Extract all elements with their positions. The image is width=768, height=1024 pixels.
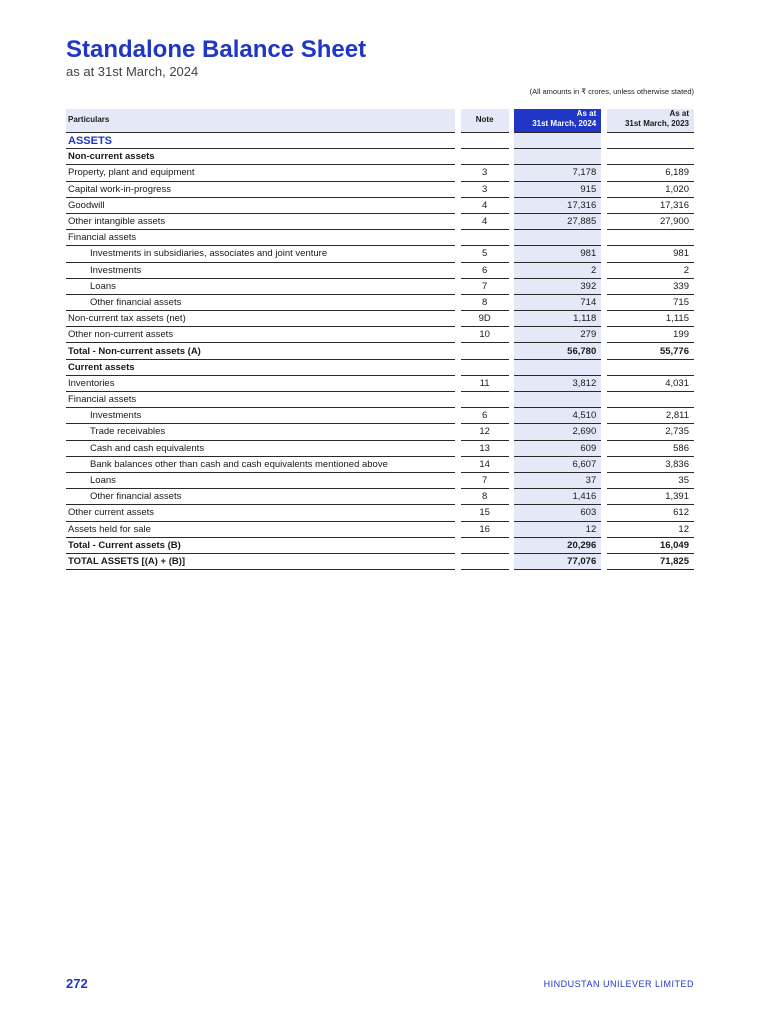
row-note: 12 xyxy=(461,424,509,440)
table-row xyxy=(66,230,694,246)
header-row xyxy=(66,109,694,133)
row-label: Investments in subsidiaries, associates and joint venture xyxy=(66,246,455,262)
row-label: Other intangible assets xyxy=(66,214,455,230)
table-row xyxy=(66,360,694,376)
row-value-2023: 12 xyxy=(607,522,694,538)
row-value-2024: 56,780 xyxy=(514,343,601,359)
row-label: TOTAL ASSETS [(A) + (B)] xyxy=(66,554,455,570)
page-number: 272 xyxy=(66,976,88,991)
table-row xyxy=(66,538,694,554)
row-value-2024: 603 xyxy=(514,505,601,521)
row-value-2023 xyxy=(607,360,694,376)
row-value-2023: 1,020 xyxy=(607,182,694,198)
section-row-assets xyxy=(66,133,694,149)
row-value-2024 xyxy=(514,360,601,376)
row-label: Loans xyxy=(66,473,455,489)
row-value-2023: 2 xyxy=(607,263,694,279)
row-value-2024: 27,885 xyxy=(514,214,601,230)
row-value-2024: 279 xyxy=(514,327,601,343)
row-value-2024: 915 xyxy=(514,182,601,198)
table-row xyxy=(66,295,694,311)
table-row xyxy=(66,424,694,440)
row-note xyxy=(461,343,509,359)
row-value-2024: 12 xyxy=(514,522,601,538)
row-label: Property, plant and equipment xyxy=(66,165,455,181)
row-note: 6 xyxy=(461,263,509,279)
row-value-2024: 1,416 xyxy=(514,489,601,505)
row-label: Assets held for sale xyxy=(66,522,455,538)
row-note: 7 xyxy=(461,279,509,295)
table-row xyxy=(66,165,694,181)
row-value-2024 xyxy=(514,149,601,165)
row-value-2023 xyxy=(607,230,694,246)
row-label: Cash and cash equivalents xyxy=(66,441,455,457)
row-value-2023: 3,836 xyxy=(607,457,694,473)
row-value-2024: 20,296 xyxy=(514,538,601,554)
row-value-2023: 1,391 xyxy=(607,489,694,505)
row-note xyxy=(461,230,509,246)
page-title: Standalone Balance Sheet xyxy=(66,36,367,63)
row-label: Non-current assets xyxy=(66,149,455,165)
row-value-2024: 6,607 xyxy=(514,457,601,473)
row-note: 4 xyxy=(461,198,509,214)
company-name: HINDUSTAN UNILEVER LIMITED xyxy=(543,979,694,989)
row-value-2024: 2 xyxy=(514,263,601,279)
row-note xyxy=(461,360,509,376)
table-row xyxy=(66,198,694,214)
table-row xyxy=(66,246,694,262)
row-note xyxy=(461,538,509,554)
row-value-2024: 17,316 xyxy=(514,198,601,214)
row-label: Current assets xyxy=(66,360,455,376)
section-title: ASSETS xyxy=(66,133,455,149)
row-note: 13 xyxy=(461,441,509,457)
row-label: Trade receivables xyxy=(66,424,455,440)
table-row xyxy=(66,554,694,570)
row-note: 8 xyxy=(461,295,509,311)
column-header-note: Note xyxy=(461,109,509,133)
amount-note: (All amounts in ₹ crores, unless otherwise stated) xyxy=(529,87,694,96)
row-note: 14 xyxy=(461,457,509,473)
row-value-2023 xyxy=(607,392,694,408)
row-value-2023: 339 xyxy=(607,279,694,295)
row-value-2023: 715 xyxy=(607,295,694,311)
table-row xyxy=(66,376,694,392)
row-value-2024: 37 xyxy=(514,473,601,489)
column-header-current-year xyxy=(514,109,601,133)
row-value-2023: 199 xyxy=(607,327,694,343)
row-note: 10 xyxy=(461,327,509,343)
row-note: 15 xyxy=(461,505,509,521)
row-value-2023: 586 xyxy=(607,441,694,457)
row-value-2023: 2,811 xyxy=(607,408,694,424)
table-row xyxy=(66,263,694,279)
row-value-2023: 16,049 xyxy=(607,538,694,554)
row-value-2023: 55,776 xyxy=(607,343,694,359)
row-label: Other financial assets xyxy=(66,489,455,505)
table-row xyxy=(66,343,694,359)
row-value-2024: 3,812 xyxy=(514,376,601,392)
table-row xyxy=(66,182,694,198)
row-note: 9D xyxy=(461,311,509,327)
row-value-2023: 612 xyxy=(607,505,694,521)
row-label: Total - Non-current assets (A) xyxy=(66,343,455,359)
table-row xyxy=(66,489,694,505)
row-note: 5 xyxy=(461,246,509,262)
row-value-2024: 1,118 xyxy=(514,311,601,327)
row-value-2024: 714 xyxy=(514,295,601,311)
row-note xyxy=(461,149,509,165)
row-note: 6 xyxy=(461,408,509,424)
table-row xyxy=(66,149,694,165)
row-label: Loans xyxy=(66,279,455,295)
row-note: 7 xyxy=(461,473,509,489)
row-value-2024: 609 xyxy=(514,441,601,457)
row-label: Other current assets xyxy=(66,505,455,521)
table-row xyxy=(66,214,694,230)
table-row xyxy=(66,392,694,408)
column-header-current-line1: As at xyxy=(576,109,597,118)
row-value-2024: 392 xyxy=(514,279,601,295)
row-note xyxy=(461,554,509,570)
row-note: 16 xyxy=(461,522,509,538)
row-value-2023: 35 xyxy=(607,473,694,489)
row-label: Investments xyxy=(66,263,455,279)
balance-sheet-table xyxy=(66,109,694,570)
page-subtitle: as at 31st March, 2024 xyxy=(66,64,199,79)
row-note: 3 xyxy=(461,182,509,198)
table-row xyxy=(66,279,694,295)
row-value-2023: 1,115 xyxy=(607,311,694,327)
row-note: 8 xyxy=(461,489,509,505)
row-value-2024: 77,076 xyxy=(514,554,601,570)
row-label: Total - Current assets (B) xyxy=(66,538,455,554)
column-header-previous-year xyxy=(607,109,694,133)
table-row xyxy=(66,473,694,489)
row-label: Other non-current assets xyxy=(66,327,455,343)
row-value-2024: 4,510 xyxy=(514,408,601,424)
column-header-particulars: Particulars xyxy=(66,109,455,133)
row-note xyxy=(461,392,509,408)
row-note: 4 xyxy=(461,214,509,230)
row-value-2024: 981 xyxy=(514,246,601,262)
row-label: Non-current tax assets (net) xyxy=(66,311,455,327)
table-row xyxy=(66,441,694,457)
table-body xyxy=(66,133,694,570)
column-header-previous-line2: 31st March, 2023 xyxy=(624,119,689,128)
row-label: Other financial assets xyxy=(66,295,455,311)
row-value-2023: 2,735 xyxy=(607,424,694,440)
row-value-2023: 27,900 xyxy=(607,214,694,230)
row-label: Goodwill xyxy=(66,198,455,214)
row-note: 3 xyxy=(461,165,509,181)
table-row xyxy=(66,457,694,473)
row-label: Financial assets xyxy=(66,230,455,246)
row-value-2024: 2,690 xyxy=(514,424,601,440)
table-row xyxy=(66,311,694,327)
row-label: Bank balances other than cash and cash equivalents mentioned above xyxy=(66,457,455,473)
table-row xyxy=(66,505,694,521)
row-value-2024 xyxy=(514,392,601,408)
column-header-current-line2: 31st March, 2024 xyxy=(532,119,597,128)
column-header-previous-line1: As at xyxy=(669,109,689,118)
row-value-2024 xyxy=(514,230,601,246)
row-value-2023: 981 xyxy=(607,246,694,262)
row-value-2023: 4,031 xyxy=(607,376,694,392)
row-value-2023: 71,825 xyxy=(607,554,694,570)
row-label: Inventories xyxy=(66,376,455,392)
row-value-2023 xyxy=(607,149,694,165)
row-value-2024: 7,178 xyxy=(514,165,601,181)
row-note: 11 xyxy=(461,376,509,392)
row-value-2023: 17,316 xyxy=(607,198,694,214)
row-value-2023: 6,189 xyxy=(607,165,694,181)
row-label: Capital work-in-progress xyxy=(66,182,455,198)
row-label: Financial assets xyxy=(66,392,455,408)
table-row xyxy=(66,408,694,424)
table-row xyxy=(66,327,694,343)
table-header xyxy=(66,109,694,133)
table-row xyxy=(66,522,694,538)
row-label: Investments xyxy=(66,408,455,424)
